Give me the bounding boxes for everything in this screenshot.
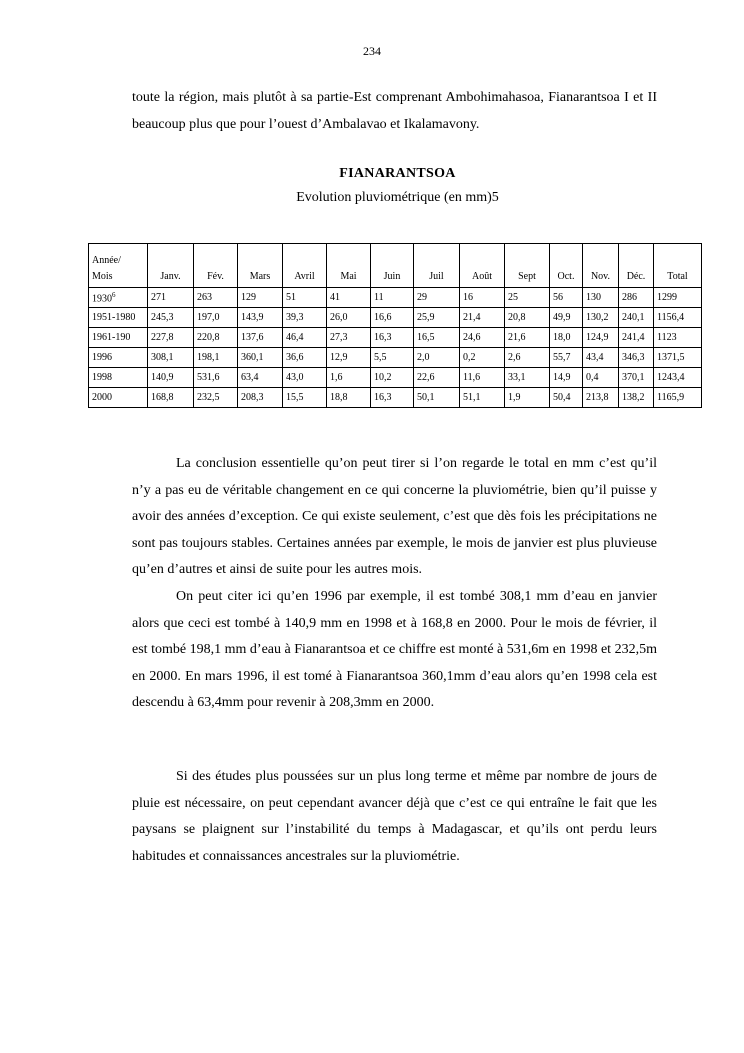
value-cell: 41 bbox=[327, 288, 371, 308]
year-label: 1930 bbox=[92, 293, 112, 305]
table-title: FIANARANTSOA bbox=[339, 166, 456, 181]
total-cell: 1299 bbox=[654, 288, 702, 308]
value-cell: 130 bbox=[583, 288, 619, 308]
value-cell: 197,0 bbox=[194, 308, 238, 328]
value-cell: 208,3 bbox=[238, 388, 283, 408]
value-cell: 46,4 bbox=[283, 328, 327, 348]
header-cell-total: Total bbox=[654, 244, 702, 288]
value-cell: 213,8 bbox=[583, 388, 619, 408]
value-cell: 12,9 bbox=[327, 348, 371, 368]
value-cell: 16,3 bbox=[371, 388, 414, 408]
value-cell: 36,6 bbox=[283, 348, 327, 368]
value-cell: 2,6 bbox=[505, 348, 550, 368]
value-cell: 56 bbox=[550, 288, 583, 308]
year-cell bbox=[89, 328, 148, 348]
footnote-marker: 6 bbox=[112, 290, 116, 299]
value-cell: 168,8 bbox=[148, 388, 194, 408]
header-cell-month: Juil bbox=[414, 244, 460, 288]
value-cell: 11,6 bbox=[460, 368, 505, 388]
final-paragraph: Si des études plus poussées sur un plus long terme et même par nombre de jours de pluie est nécessaire, on peut cependant avancer déjà que c’est ce qui entraîne le fait que les paysans se plaignent sur l’instabilité du temps à Madagascar, et qu’ils ont perdu leurs habitudes et connaissances ancestrales sur la pluviométrie. bbox=[132, 769, 657, 864]
value-cell: 1,9 bbox=[505, 388, 550, 408]
header-cell-year-month bbox=[89, 244, 148, 288]
value-cell: 16,6 bbox=[371, 308, 414, 328]
value-cell: 241,4 bbox=[619, 328, 654, 348]
table-row bbox=[89, 308, 702, 328]
table-row bbox=[89, 328, 702, 348]
header-cell-month: Oct. bbox=[550, 244, 583, 288]
year-label: 2000 bbox=[92, 392, 112, 403]
table-row bbox=[89, 368, 702, 388]
value-cell: 16,5 bbox=[414, 328, 460, 348]
value-cell: 138,2 bbox=[619, 388, 654, 408]
value-cell: 20,8 bbox=[505, 308, 550, 328]
value-cell: 220,8 bbox=[194, 328, 238, 348]
value-cell: 22,6 bbox=[414, 368, 460, 388]
value-cell: 245,3 bbox=[148, 308, 194, 328]
value-cell: 271 bbox=[148, 288, 194, 308]
value-cell: 286 bbox=[619, 288, 654, 308]
header-cell-month: Avril bbox=[283, 244, 327, 288]
paragraph-1-text: La conclusion essentielle qu’on peut tirer si l’on regarde le total en mm c’est qu’il n’y a pas eu de véritable changement en ce qui concerne la pluviométrie, bien qu’il puisse y avoir des années d’exception. Ce qui existe seulement, c’est que dès fois les précipitations ne sont pas toujours stables. Certaines années par exemple, le mois de janvier est plus pluvieuse qu’en d’autres et ainsi de suite pour les autres mois. bbox=[132, 456, 657, 578]
value-cell: 140,9 bbox=[148, 368, 194, 388]
value-cell: 29 bbox=[414, 288, 460, 308]
value-cell: 25,9 bbox=[414, 308, 460, 328]
value-cell: 143,9 bbox=[238, 308, 283, 328]
header-line-mois: Mois bbox=[92, 271, 113, 282]
value-cell: 16,3 bbox=[371, 328, 414, 348]
value-cell: 18,8 bbox=[327, 388, 371, 408]
header-cell-month: Mars bbox=[238, 244, 283, 288]
total-cell: 1243,4 bbox=[654, 368, 702, 388]
year-label: 1951-1980 bbox=[92, 312, 136, 323]
header-cell-month: Mai bbox=[327, 244, 371, 288]
value-cell: 21,6 bbox=[505, 328, 550, 348]
total-cell: 1123 bbox=[654, 328, 702, 348]
year-cell bbox=[89, 308, 148, 328]
value-cell: 39,3 bbox=[283, 308, 327, 328]
value-cell: 240,1 bbox=[619, 308, 654, 328]
year-cell bbox=[89, 388, 148, 408]
value-cell: 232,5 bbox=[194, 388, 238, 408]
value-cell: 346,3 bbox=[619, 348, 654, 368]
total-cell: 1165,9 bbox=[654, 388, 702, 408]
table-row bbox=[89, 388, 702, 408]
value-cell: 129 bbox=[238, 288, 283, 308]
value-cell: 263 bbox=[194, 288, 238, 308]
table-row bbox=[89, 288, 702, 308]
intro-paragraph: toute la région, mais plutôt à sa partie-Est comprenant Ambohimahasoa, Fianarantsoa I et II beaucoup plus que pour l’ouest d’Ambalavao et Ikalamavony. bbox=[132, 90, 657, 132]
value-cell: 370,1 bbox=[619, 368, 654, 388]
total-cell: 1371,5 bbox=[654, 348, 702, 368]
total-cell: 1156,4 bbox=[654, 308, 702, 328]
value-cell: 43,4 bbox=[583, 348, 619, 368]
year-cell bbox=[89, 348, 148, 368]
rainfall-table bbox=[88, 243, 702, 408]
year-label: 1961-190 bbox=[92, 332, 131, 343]
value-cell: 0,2 bbox=[460, 348, 505, 368]
value-cell: 55,7 bbox=[550, 348, 583, 368]
value-cell: 50,1 bbox=[414, 388, 460, 408]
value-cell: 43,0 bbox=[283, 368, 327, 388]
value-cell: 51,1 bbox=[460, 388, 505, 408]
header-cell-month: Juin bbox=[371, 244, 414, 288]
value-cell: 308,1 bbox=[148, 348, 194, 368]
value-cell: 27,3 bbox=[327, 328, 371, 348]
value-cell: 2,0 bbox=[414, 348, 460, 368]
value-cell: 227,8 bbox=[148, 328, 194, 348]
header-cell-month: Nov. bbox=[583, 244, 619, 288]
paragraph-2-text: On peut citer ici qu’en 1996 par exemple, il est tombé 308,1 mm d’eau en janvier alors que ceci est tombé à 140,9 mm en 1998 et à 168,8 en 2000. Pour le mois de février, il est tombé 198,1 mm d’eau à Fianarantsoa et ce chiffre est monté à 531,6m en 1998 et 232,5m en 2000. En mars 1996, il est tomé à Fianarantsoa 360,1mm d’eau alors qu’en 1998 cela est descendu à 63,4mm pour revenir à 208,3mm en 2000. bbox=[132, 588, 657, 711]
value-cell: 124,9 bbox=[583, 328, 619, 348]
header-line-annee: Année/ bbox=[92, 255, 121, 266]
value-cell: 24,6 bbox=[460, 328, 505, 348]
value-cell: 14,9 bbox=[550, 368, 583, 388]
page-number: 234 bbox=[363, 44, 381, 58]
year-label: 1996 bbox=[92, 352, 112, 363]
value-cell: 137,6 bbox=[238, 328, 283, 348]
header-cell-month: Août bbox=[460, 244, 505, 288]
value-cell: 0,4 bbox=[583, 368, 619, 388]
table-header-row bbox=[89, 244, 702, 288]
header-cell-month: Sept bbox=[505, 244, 550, 288]
table-subtitle: Evolution pluviométrique (en mm)5 bbox=[296, 190, 499, 205]
value-cell: 531,6 bbox=[194, 368, 238, 388]
value-cell: 15,5 bbox=[283, 388, 327, 408]
value-cell: 63,4 bbox=[238, 368, 283, 388]
header-cell-month: Janv. bbox=[148, 244, 194, 288]
value-cell: 21,4 bbox=[460, 308, 505, 328]
value-cell: 16 bbox=[460, 288, 505, 308]
value-cell: 10,2 bbox=[371, 368, 414, 388]
value-cell: 11 bbox=[371, 288, 414, 308]
year-cell bbox=[89, 368, 148, 388]
value-cell: 360,1 bbox=[238, 348, 283, 368]
header-cell-month: Déc. bbox=[619, 244, 654, 288]
value-cell: 5,5 bbox=[371, 348, 414, 368]
value-cell: 130,2 bbox=[583, 308, 619, 328]
value-cell: 1,6 bbox=[327, 368, 371, 388]
year-label: 1998 bbox=[92, 372, 112, 383]
header-cell-month: Fév. bbox=[194, 244, 238, 288]
value-cell: 198,1 bbox=[194, 348, 238, 368]
value-cell: 50,4 bbox=[550, 388, 583, 408]
value-cell: 25 bbox=[505, 288, 550, 308]
conclusion-paragraph bbox=[132, 451, 657, 717]
table-row bbox=[89, 348, 702, 368]
year-cell bbox=[89, 288, 148, 308]
value-cell: 51 bbox=[283, 288, 327, 308]
value-cell: 26,0 bbox=[327, 308, 371, 328]
value-cell: 33,1 bbox=[505, 368, 550, 388]
value-cell: 49,9 bbox=[550, 308, 583, 328]
value-cell: 18,0 bbox=[550, 328, 583, 348]
